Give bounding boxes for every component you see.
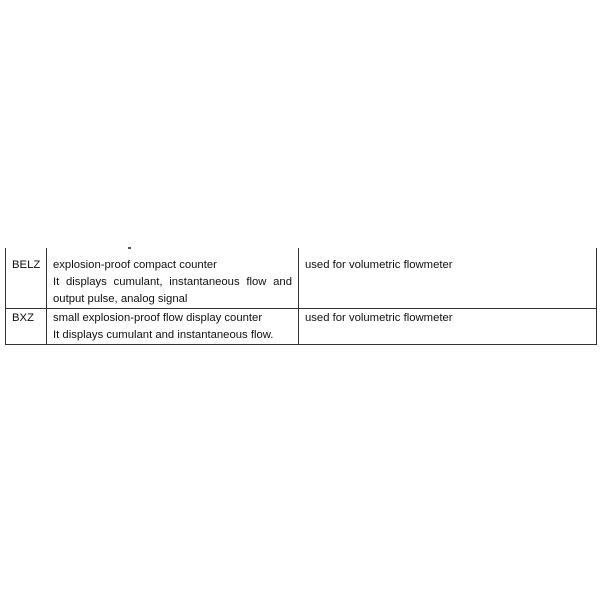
description-line: output pulse, analog signal	[53, 293, 188, 305]
model-code: BELZ	[12, 259, 41, 271]
usage-text: used for volumetric flowmeter	[305, 312, 453, 324]
usage-cell	[299, 248, 597, 309]
description-line: small explosion-proof flow display counter	[53, 312, 263, 324]
table-row	[6, 248, 597, 309]
counter-spec-table	[5, 248, 597, 345]
usage-cell	[299, 309, 597, 345]
table-row	[6, 309, 597, 345]
code-cell	[6, 309, 47, 345]
description-cell	[47, 248, 299, 309]
usage-text: used for volumetric flowmeter	[305, 259, 453, 271]
description-line: explosion-proof compact counter	[53, 259, 217, 271]
description-line: It displays cumulant and instantaneous flow.	[53, 329, 274, 341]
code-cell	[6, 248, 47, 309]
description-cell	[47, 309, 299, 345]
description-line: It displays cumulant, instantaneous flow and	[53, 276, 292, 288]
model-code: BXZ	[12, 312, 34, 324]
